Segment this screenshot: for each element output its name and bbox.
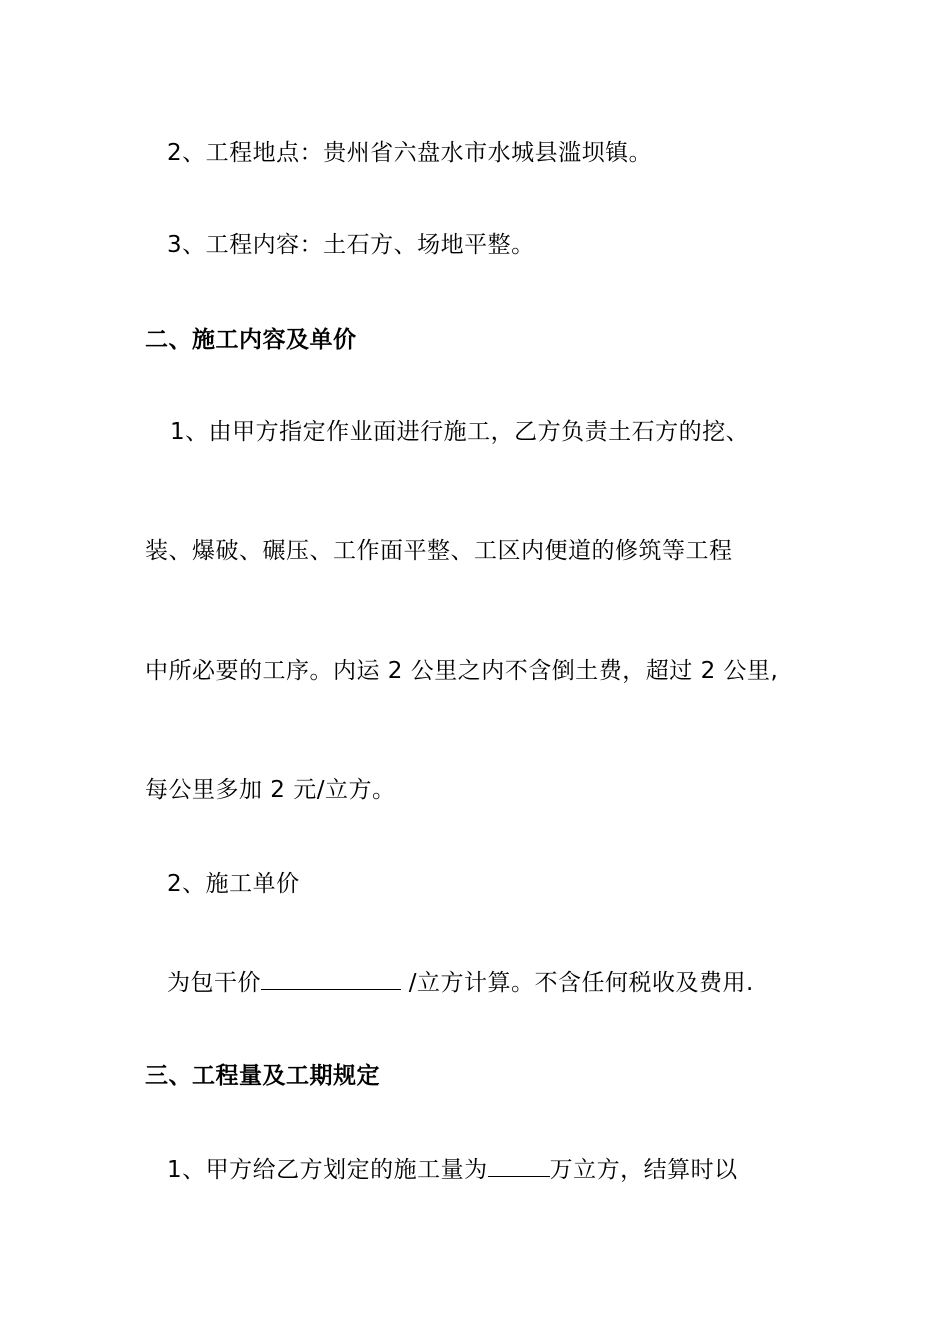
paragraph-construction-scope-line1: 1、由甲方指定作业面进行施工，乙方负责土石方的挖、	[170, 419, 750, 445]
unit-price-blank[interactable]	[261, 965, 401, 990]
paragraph-construction-scope-line4: 每公里多加 2 元/立方。	[145, 777, 396, 803]
paragraph-construction-scope-line2: 装、爆破、碾压、工作面平整、工区内便道的修筑等工程	[145, 538, 733, 564]
paragraph-quantity	[167, 1152, 738, 1185]
quantity-blank[interactable]	[488, 1152, 550, 1177]
paragraph-unit-price	[167, 965, 754, 998]
paragraph-project-location: 2、工程地点：贵州省六盘水市水城县滥坝镇。	[167, 140, 653, 166]
paragraph-unit-price-title: 2、施工单价	[167, 871, 300, 897]
unit-price-suffix: /立方计算。不含任何税收及费用.	[401, 970, 754, 996]
unit-price-label: 为包干价	[167, 970, 261, 996]
section-heading-construction-content: 二、施工内容及单价	[145, 327, 357, 353]
quantity-label: 1、甲方给乙方划定的施工量为	[167, 1157, 488, 1183]
paragraph-project-content: 3、工程内容：土石方、场地平整。	[167, 232, 535, 258]
section-heading-quantity-schedule: 三、工程量及工期规定	[145, 1063, 380, 1089]
paragraph-construction-scope-line3: 中所必要的工序。内运 2 公里之内不含倒土费，超过 2 公里,	[145, 658, 779, 684]
quantity-suffix: 万立方，结算时以	[549, 1157, 738, 1183]
